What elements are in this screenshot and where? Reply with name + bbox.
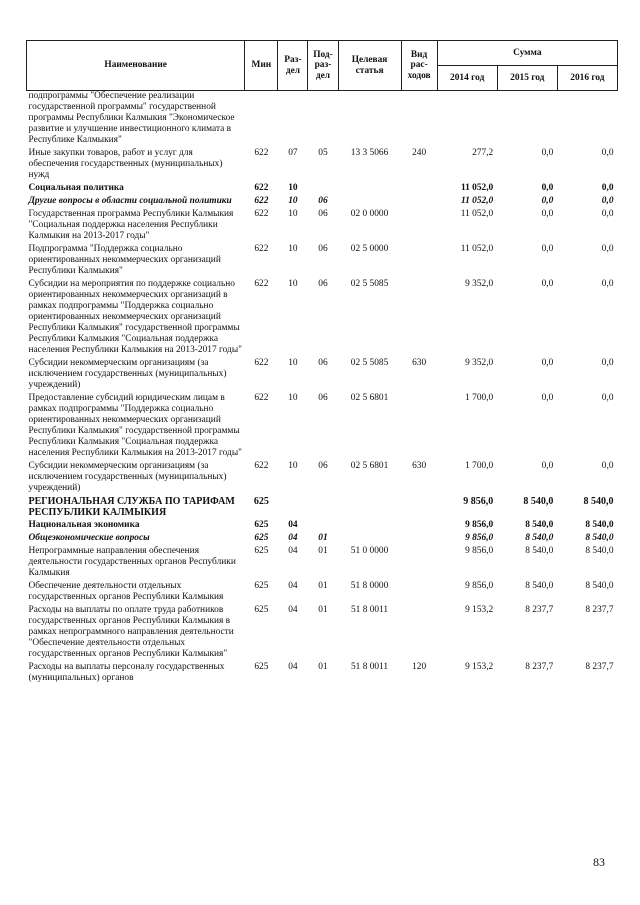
row-min: 625 <box>254 520 269 530</box>
row-razdel: 04 <box>288 662 298 672</box>
row-razdel: 10 <box>288 393 298 403</box>
table-row <box>27 660 618 684</box>
row-name: Субсидии на мероприятия по поддержке социально ориентированных некоммерческих организаций в рамках подпрограммы "Поддержка социально ориентированных некоммерческих организаций Республики Калмыкия" государственной программы Республики Калмыкия "Социальная поддержка населения Республики Калмыкия на 2013-2017 годы" <box>28 279 242 355</box>
table-row <box>27 603 618 660</box>
row-razdel: 07 <box>288 148 298 158</box>
row-sum-2014: 9 856,0 <box>465 581 494 591</box>
row-sum-2014: 9 856,0 <box>465 546 494 556</box>
row-sum-2016: 0,0 <box>601 244 614 254</box>
row-vid: 630 <box>412 461 427 471</box>
row-name: Подпрограмма "Поддержка социально ориентированных некоммерческих организаций Республики Калмыкия" <box>28 244 221 276</box>
row-razdel: 10 <box>288 461 298 471</box>
row-name: Иные закупки товаров, работ и услуг для обеспечения государственных (муниципальных) нужд <box>28 148 223 180</box>
row-razdel: 04 <box>288 546 298 556</box>
row-min: 625 <box>254 605 269 615</box>
row-vid: 120 <box>412 662 427 672</box>
row-razdel <box>278 494 308 518</box>
row-razdel: 04 <box>288 520 298 530</box>
header-razdel: Раз-дел <box>278 41 308 91</box>
header-year-2016: 2016 год <box>557 66 617 91</box>
row-sum-2014: 11 052,0 <box>460 196 494 206</box>
row-vid <box>401 194 437 207</box>
row-celevaya: 13 3 5066 <box>350 148 389 158</box>
row-name: Другие вопросы в области социальной политики <box>28 196 232 206</box>
row-sum-2016: 8 540,0 <box>585 520 614 530</box>
row-sum-2016: 8 540,0 <box>585 546 614 556</box>
row-podrazdel: 06 <box>318 196 328 206</box>
row-celevaya <box>338 494 401 518</box>
row-vid <box>401 207 437 242</box>
row-min: 622 <box>254 244 269 254</box>
row-vid <box>401 181 437 194</box>
row-vid <box>401 603 437 660</box>
row-sum-2016: 8 237,7 <box>585 662 614 672</box>
row-sum-2014: 277,2 <box>472 148 494 158</box>
row-min: 622 <box>254 358 269 368</box>
row-podrazdel <box>308 494 338 518</box>
row-sum-2016: 8 540,0 <box>585 581 614 591</box>
table-row <box>27 518 618 531</box>
table-row <box>27 544 618 579</box>
row-sum-2014 <box>437 91 497 147</box>
table-header <box>27 41 618 91</box>
row-sum-2015: 0,0 <box>541 279 554 289</box>
row-min: 622 <box>254 279 269 289</box>
row-sum-2015 <box>497 91 557 147</box>
row-podrazdel: 06 <box>318 461 328 471</box>
row-min: 625 <box>254 546 269 556</box>
row-razdel: 10 <box>288 244 298 254</box>
row-name: Национальная экономика <box>28 520 140 530</box>
row-vid <box>401 277 437 356</box>
row-sum-2016: 8 237,7 <box>585 605 614 615</box>
row-podrazdel: 01 <box>318 546 328 556</box>
header-podrazdel: Под-раз-дел <box>308 41 338 91</box>
row-sum-2016: 0,0 <box>601 279 614 289</box>
row-min: 622 <box>254 148 269 158</box>
row-podrazdel <box>308 181 338 194</box>
header-year-2015: 2015 год <box>497 66 557 91</box>
row-razdel: 04 <box>288 581 298 591</box>
row-celevaya: 02 5 6801 <box>350 393 389 403</box>
row-sum-2015: 0,0 <box>541 358 554 368</box>
row-min: 625 <box>254 581 269 591</box>
row-razdel: 04 <box>288 605 298 615</box>
row-vid <box>401 579 437 603</box>
row-name: Расходы на выплаты персоналу государственных (муниципальных) органов <box>28 662 225 683</box>
row-name: Непрограммные направления обеспечения деятельности государственных органов Республики Калмыкия <box>28 546 236 578</box>
row-sum-2016: 0,0 <box>601 196 614 206</box>
row-sum-2014: 9 856,0 <box>463 496 494 507</box>
row-sum-2015: 8 540,0 <box>525 533 554 543</box>
row-sum-2015: 8 540,0 <box>525 520 554 530</box>
row-min: 622 <box>254 461 269 471</box>
table-row <box>27 356 618 391</box>
row-podrazdel: 01 <box>318 533 328 543</box>
budget-table <box>26 40 618 684</box>
row-sum-2016: 0,0 <box>601 461 614 471</box>
row-sum-2014: 1 700,0 <box>465 393 494 403</box>
row-podrazdel: 01 <box>318 605 328 615</box>
row-min: 622 <box>254 209 269 219</box>
row-min: 622 <box>254 393 269 403</box>
row-min <box>245 91 278 147</box>
row-sum-2014: 1 700,0 <box>465 461 494 471</box>
row-celevaya: 02 5 5085 <box>350 279 389 289</box>
row-sum-2016: 8 540,0 <box>583 496 614 507</box>
row-sum-2016 <box>557 91 617 147</box>
row-sum-2015: 0,0 <box>541 196 554 206</box>
row-razdel: 10 <box>288 183 298 193</box>
table-row <box>27 579 618 603</box>
row-min: 622 <box>254 196 269 206</box>
row-sum-2014: 9 153,2 <box>465 662 494 672</box>
row-name: Субсидии некоммерческим организациям (за исключением государственных (муниципальных) учреждений) <box>28 358 227 390</box>
row-sum-2014: 11 052,0 <box>460 183 494 193</box>
row-sum-2015: 0,0 <box>541 148 554 158</box>
row-sum-2015: 8 237,7 <box>525 605 554 615</box>
row-celevaya <box>338 194 401 207</box>
row-vid <box>401 242 437 277</box>
row-celevaya: 51 8 0011 <box>350 662 389 672</box>
row-sum-2015: 0,0 <box>541 461 554 471</box>
row-vid <box>401 518 437 531</box>
row-podrazdel: 06 <box>318 393 328 403</box>
table-row <box>27 459 618 494</box>
row-razdel: 04 <box>288 533 298 543</box>
header-year-2014: 2014 год <box>437 66 497 91</box>
row-celevaya: 51 8 0011 <box>350 605 389 615</box>
row-name: Общеэкономические вопросы <box>28 533 150 543</box>
row-razdel: 10 <box>288 209 298 219</box>
row-celevaya <box>338 181 401 194</box>
row-celevaya: 02 0 0000 <box>350 209 389 219</box>
row-sum-2016: 0,0 <box>601 183 614 193</box>
row-podrazdel <box>308 91 338 147</box>
row-sum-2014: 9 352,0 <box>465 358 494 368</box>
row-sum-2015: 0,0 <box>541 183 554 193</box>
table-row <box>27 194 618 207</box>
row-sum-2016: 0,0 <box>601 209 614 219</box>
row-sum-2015: 0,0 <box>541 244 554 254</box>
row-celevaya: 02 5 0000 <box>350 244 389 254</box>
row-podrazdel: 01 <box>318 662 328 672</box>
row-celevaya <box>338 531 401 544</box>
row-sum-2015: 8 540,0 <box>525 546 554 556</box>
row-celevaya: 02 5 6801 <box>350 461 389 471</box>
header-summa: Сумма <box>437 41 617 66</box>
row-celevaya <box>338 518 401 531</box>
row-podrazdel: 06 <box>318 209 328 219</box>
row-min: 625 <box>253 496 269 507</box>
table-row <box>27 91 618 147</box>
row-sum-2015: 0,0 <box>541 209 554 219</box>
row-podrazdel: 06 <box>318 358 328 368</box>
row-name: РЕГИОНАЛЬНАЯ СЛУЖБА ПО ТАРИФАМ РЕСПУБЛИКИ КАЛМЫКИЯ <box>28 496 235 518</box>
row-podrazdel: 01 <box>318 581 328 591</box>
row-min: 625 <box>254 533 269 543</box>
row-sum-2014: 9 153,2 <box>465 605 494 615</box>
table-row <box>27 391 618 459</box>
row-name: Субсидии некоммерческим организациям (за исключением государственных (муниципальных) учреждений) <box>28 461 227 493</box>
table-row <box>27 181 618 194</box>
row-vid <box>401 531 437 544</box>
row-vid <box>401 391 437 459</box>
row-celevaya: 02 5 5085 <box>350 358 389 368</box>
table-body <box>27 91 618 685</box>
header-celevaya: Целевая статья <box>338 41 401 91</box>
row-celevaya: 51 8 0000 <box>350 581 389 591</box>
row-razdel: 10 <box>288 196 298 206</box>
table-row <box>27 494 618 518</box>
page-number: 83 <box>593 855 605 869</box>
table-row <box>27 146 618 181</box>
row-name: подпрограммы "Обеспечение реализации государственной программы" государственной программы Республики Калмыкия "Экономическое развитие и улучшение инвестиционного климата в Республике Калмыкия" <box>28 91 235 145</box>
row-sum-2016: 0,0 <box>601 358 614 368</box>
table-row <box>27 531 618 544</box>
row-sum-2014: 11 052,0 <box>460 209 494 219</box>
row-sum-2014: 11 052,0 <box>460 244 494 254</box>
row-vid: 240 <box>412 148 427 158</box>
row-name: Обеспечение деятельности отдельных государственных органов Республики Калмыкия <box>28 581 224 602</box>
row-sum-2015: 8 237,7 <box>525 662 554 672</box>
row-vid <box>401 544 437 579</box>
header-name: Наименование <box>27 41 245 91</box>
row-vid <box>401 494 437 518</box>
row-sum-2016: 8 540,0 <box>585 533 614 543</box>
row-sum-2015: 8 540,0 <box>523 496 554 507</box>
row-sum-2014: 9 352,0 <box>465 279 494 289</box>
table-row <box>27 207 618 242</box>
row-sum-2016: 0,0 <box>601 393 614 403</box>
row-razdel: 10 <box>288 358 298 368</box>
row-name: Расходы на выплаты по оплате труда работников государственных органов Республики Калмыкия в рамках непрограммного направления деятельности "Обеспечение деятельности отдельных государственных органов Республики Калмыкия" <box>28 605 234 659</box>
row-vid <box>401 91 437 147</box>
row-podrazdel: 06 <box>318 244 328 254</box>
row-name: Государственная программа Республики Калмыкия "Социальная поддержка населения Республики Калмыкия на 2013-2017 годы" <box>28 209 234 241</box>
row-sum-2014: 9 856,0 <box>465 533 494 543</box>
row-vid: 630 <box>412 358 427 368</box>
row-sum-2015: 8 540,0 <box>525 581 554 591</box>
row-sum-2014: 9 856,0 <box>465 520 494 530</box>
row-celevaya: 51 0 0000 <box>350 546 389 556</box>
header-vid: Вид рас-ходов <box>401 41 437 91</box>
row-min: 625 <box>254 662 269 672</box>
table-row <box>27 242 618 277</box>
row-sum-2016: 0,0 <box>601 148 614 158</box>
row-razdel <box>278 91 308 147</box>
header-min: Мин <box>245 41 278 91</box>
row-podrazdel: 05 <box>318 148 328 158</box>
row-min: 622 <box>254 183 269 193</box>
row-sum-2015: 0,0 <box>541 393 554 403</box>
row-podrazdel: 06 <box>318 279 328 289</box>
table-row <box>27 277 618 356</box>
row-celevaya <box>338 91 401 147</box>
row-name: Предоставление субсидий юридическим лицам в рамках подпрограммы "Поддержка социально ориентированных некоммерческих организаций Республики Калмыкия" государственной программы Республики Калмыкия "Социальная поддержка населения Республики Калмыкия на 2013-2017 годы" <box>28 393 242 458</box>
row-razdel: 10 <box>288 279 298 289</box>
row-name: Социальная политика <box>28 183 124 193</box>
row-podrazdel <box>308 518 338 531</box>
